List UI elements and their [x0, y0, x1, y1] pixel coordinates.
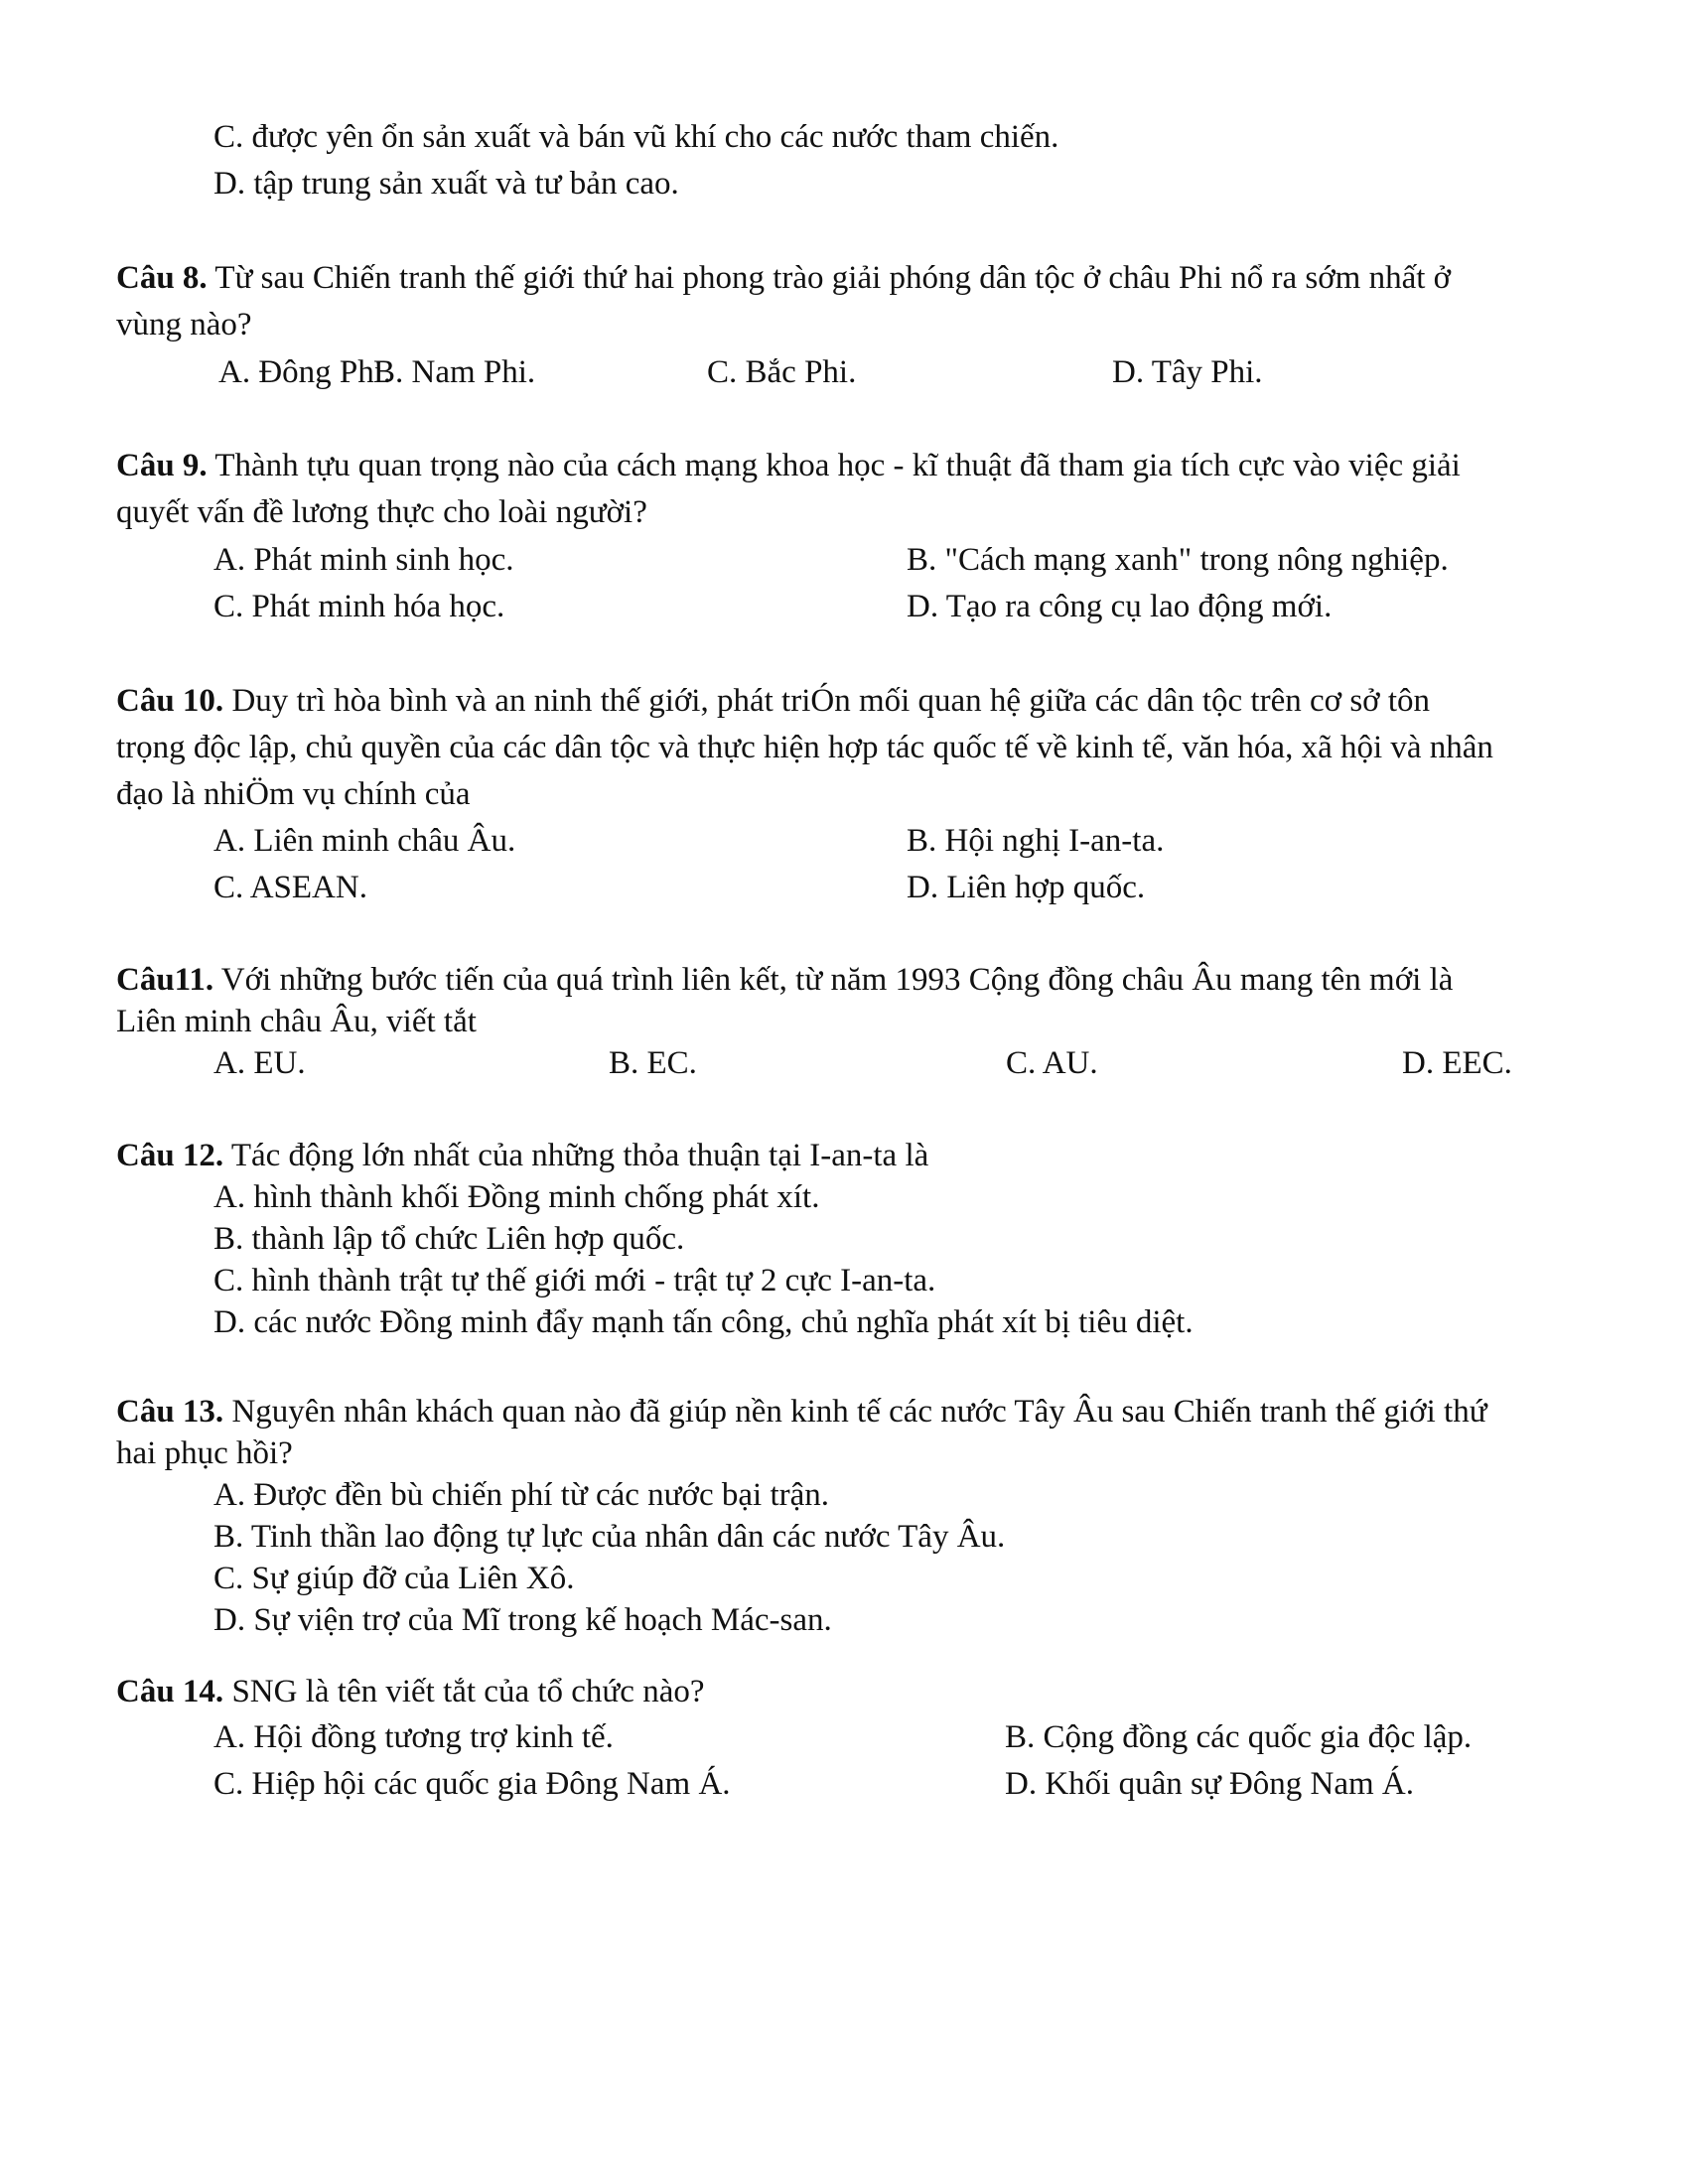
- q8-text: Từ sau Chiến tranh thế giới thứ hai phong trào giải phóng dân tộc ở châu Phi nổ ra sớm nhất ở: [207, 260, 1452, 296]
- q8-label: Câu 8.: [116, 260, 208, 296]
- q10-option-b: B. Hội nghị I-an-ta.: [907, 823, 1165, 859]
- q14-text: SNG là tên viết tắt của tổ chức nào?: [223, 1674, 705, 1709]
- q13-stem-line2: hai phục hồi?: [116, 1435, 293, 1471]
- q13-option-a: A. Được đền bù chiến phí từ các nước bại trận.: [213, 1477, 830, 1513]
- q11-label: Câu11.: [116, 962, 214, 998]
- q14-option-a: A. Hội đồng tương trợ kinh tế.: [213, 1719, 614, 1755]
- q9-option-d: D. Tạo ra công cụ lao động mới.: [907, 589, 1333, 624]
- q7-option-c: C. được yên ổn sản xuất và bán vũ khí cho các nước tham chiến.: [213, 119, 1059, 155]
- q8-option-c: C. Bắc Phi.: [707, 354, 857, 390]
- q10-option-a: A. Liên minh châu Âu.: [213, 823, 516, 859]
- q14-option-d: D. Khối quân sự Đông Nam Á.: [1005, 1766, 1415, 1802]
- q13-option-c: C. Sự giúp đỡ của Liên Xô.: [213, 1561, 575, 1596]
- q14-option-c: C. Hiệp hội các quốc gia Đông Nam Á.: [213, 1766, 731, 1802]
- q12-option-c: C. hình thành trật tự thế giới mới - trật tự 2 cực I-an-ta.: [213, 1263, 936, 1298]
- q9-option-c: C. Phát minh hóa học.: [213, 589, 505, 624]
- q12-option-a: A. hình thành khối Đồng minh chống phát xít.: [213, 1179, 820, 1215]
- q11-option-c: C. AU.: [1006, 1045, 1098, 1081]
- q8-option-d: D. Tây Phi.: [1112, 354, 1263, 390]
- q9-stem-line1: [116, 445, 1461, 486]
- q11-option-b: B. EC.: [609, 1045, 697, 1081]
- q12-option-d: D. các nước Đồng minh đẩy mạnh tấn công, chủ nghĩa phát xít bị tiêu diệt.: [213, 1304, 1194, 1340]
- q12-text: Tác động lớn nhất của những thỏa thuận tại I-an-ta là: [223, 1138, 929, 1173]
- q14-label: Câu 14.: [116, 1674, 224, 1709]
- q12-label: Câu 12.: [116, 1138, 224, 1173]
- q10-stem-line1: [116, 680, 1430, 722]
- q13-option-d: D. Sự viện trợ của Mĩ trong kế hoạch Mác-san.: [213, 1602, 832, 1638]
- q11-text: Với những bước tiến của quá trình liên kết, từ năm 1993 Cộng đồng châu Âu mang tên mới là: [213, 962, 1454, 998]
- q8-stem-line1: [116, 257, 1451, 299]
- q11-stem-line1: [116, 959, 1453, 1001]
- q7-option-d: D. tập trung sản xuất và tư bản cao.: [213, 166, 679, 202]
- q9-stem-line2: quyết vấn đề lương thực cho loài người?: [116, 494, 647, 530]
- q9-option-a: A. Phát minh sinh học.: [213, 542, 514, 578]
- q9-label: Câu 9.: [116, 448, 208, 483]
- q12-option-b: B. thành lập tổ chức Liên hợp quốc.: [213, 1221, 685, 1257]
- q11-stem-line2: Liên minh châu Âu, viết tắt: [116, 1004, 477, 1039]
- q9-option-b: B. "Cách mạng xanh" trong nông nghiệp.: [907, 542, 1449, 578]
- q9-text: Thành tựu quan trọng nào của cách mạng khoa học - kĩ thuật đã tham gia tích cực vào việc giải: [207, 448, 1461, 483]
- q10-option-d: D. Liên hợp quốc.: [907, 870, 1146, 905]
- q11-option-d: D. EEC.: [1402, 1045, 1512, 1081]
- q13-option-b: B. Tinh thần lao động tự lực của nhân dân các nước Tây Âu.: [213, 1519, 1006, 1555]
- q10-stem-line3: đạo là nhiÖm vụ chính của: [116, 776, 471, 812]
- q13-stem-line1: [116, 1391, 1487, 1433]
- q14-stem-line1: [116, 1671, 705, 1712]
- q13-text: Nguyên nhân khách quan nào đã giúp nền kinh tế các nước Tây Âu sau Chiến tranh thế giới thứ: [223, 1394, 1487, 1430]
- q10-stem-line2: trọng độc lập, chủ quyền của các dân tộc và thực hiện hợp tác quốc tế về kinh tế, văn hóa, xã hội và nhân: [116, 730, 1493, 765]
- q10-option-c: C. ASEAN.: [213, 870, 367, 905]
- q12-stem-line1: [116, 1135, 928, 1176]
- q8-option-a: A. Đông Phi.: [218, 354, 392, 390]
- q10-label: Câu 10.: [116, 683, 224, 719]
- q11-option-a: A. EU.: [213, 1045, 306, 1081]
- q8-option-b: B. Nam Phi.: [373, 354, 536, 390]
- q13-label: Câu 13.: [116, 1394, 224, 1430]
- q10-text: Duy trì hòa bình và an ninh thế giới, phát triÓn mối quan hệ giữa các dân tộc trên cơ sở tôn: [223, 683, 1431, 719]
- q14-option-b: B. Cộng đồng các quốc gia độc lập.: [1005, 1719, 1473, 1755]
- q8-stem-line2: vùng nào?: [116, 307, 252, 342]
